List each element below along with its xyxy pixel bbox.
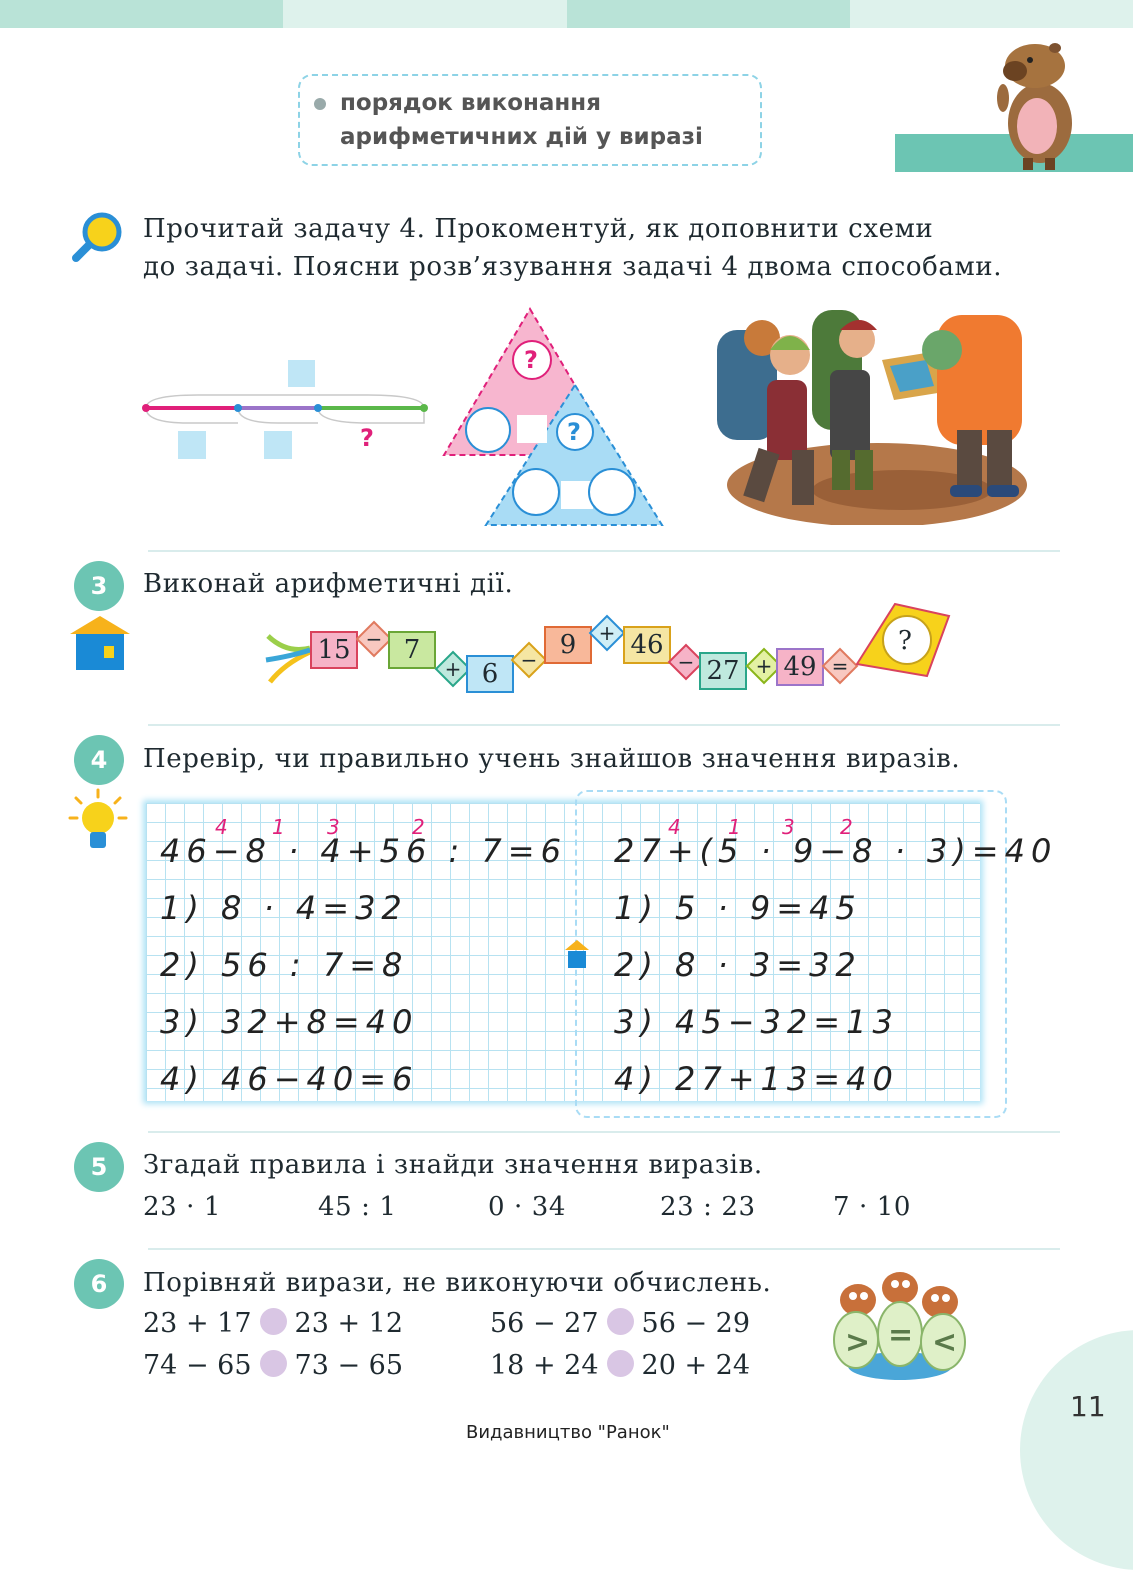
compare-row-1-right xyxy=(490,1308,750,1339)
chain-number-27: 27 xyxy=(699,652,747,690)
chain-op-2-label: + xyxy=(444,657,462,681)
chain-number-49: 49 xyxy=(776,648,824,686)
triangle-schemes xyxy=(440,305,670,530)
task-5-expr-5: 7 · 10 xyxy=(833,1192,912,1222)
sign-equal: = xyxy=(888,1318,914,1353)
chain-number-46: 46 xyxy=(623,626,671,664)
scheme-question-mark: ? xyxy=(360,424,374,452)
right-order-3: 3 xyxy=(782,815,795,839)
left-order-3: 3 xyxy=(327,815,340,839)
task-6-text: Порівняй вирази, не виконуючи обчислень. xyxy=(143,1268,772,1298)
task-5-text: Згадай правила і знайди значення виразів. xyxy=(143,1150,763,1180)
compare-row-1-left xyxy=(143,1308,403,1339)
sign-greater: > xyxy=(845,1325,871,1360)
compare-2-circle[interactable] xyxy=(607,1308,634,1335)
magnifier-icon xyxy=(68,210,124,266)
right-step-1: 1) 5 · 9=45 xyxy=(614,889,862,927)
chain-op-1-label: − xyxy=(365,627,383,651)
left-order-4: 2 xyxy=(412,815,425,839)
page-corner xyxy=(1020,1330,1133,1570)
chain-op-3 xyxy=(511,642,548,679)
chain-op-4 xyxy=(589,615,626,652)
chain-op-7-label: = xyxy=(831,654,849,678)
divider-4 xyxy=(148,1248,1060,1250)
right-expression: 27+(5 · 9−8 · 3)=40 xyxy=(614,832,1058,870)
kite-result-question: ? xyxy=(898,626,913,656)
triangle-question-1: ? xyxy=(524,346,538,374)
sign-less: < xyxy=(932,1325,958,1360)
page-number: 11 xyxy=(1070,1390,1106,1423)
intro-line-2: до задачі. Поясни розв’язування задачі 4 двома способами. xyxy=(143,252,1003,282)
topic-line-1: порядок виконання xyxy=(340,90,601,116)
compare-3-left-expr: 74 − 65 xyxy=(143,1350,252,1381)
chain-number-15: 15 xyxy=(310,631,358,669)
chain-op-5-label: − xyxy=(677,650,695,674)
chain-number-6: 6 xyxy=(466,655,514,693)
task-3-number: 3 xyxy=(74,561,124,611)
kite-tail xyxy=(262,626,312,686)
compare-row-2-left xyxy=(143,1350,403,1381)
house-small-icon xyxy=(563,938,591,970)
compare-1-left-expr: 23 + 17 xyxy=(143,1308,252,1339)
divider-2 xyxy=(148,724,1060,726)
task-5-number: 5 xyxy=(74,1142,124,1192)
hikers-illustration xyxy=(712,300,1027,525)
compare-4-left-expr: 18 + 24 xyxy=(490,1350,599,1381)
chain-op-6-label: + xyxy=(755,654,773,678)
task-4-number: 4 xyxy=(74,735,124,785)
task-4-text: Перевір, чи правильно учень знайшов значення виразів. xyxy=(143,744,961,774)
segment-scheme xyxy=(138,355,438,465)
chain-op-3-label: − xyxy=(520,648,538,672)
capybara-illustration xyxy=(995,38,1085,173)
left-step-3: 3) 32+8=40 xyxy=(160,1003,419,1041)
chain-op-4-label: + xyxy=(598,621,616,645)
task-5-expr-4: 23 : 23 xyxy=(660,1192,756,1222)
right-step-3: 3) 45−32=13 xyxy=(614,1003,899,1041)
divider-3 xyxy=(148,1131,1060,1133)
top-color-bar xyxy=(0,0,1133,28)
triangle-question-2: ? xyxy=(567,418,581,446)
compare-3-right-expr: 73 − 65 xyxy=(294,1350,404,1381)
bullet-dot xyxy=(314,98,326,110)
compare-4-right-expr: 20 + 24 xyxy=(641,1350,751,1381)
topic-line-2: арифметичних дій у виразі xyxy=(340,124,703,150)
compare-2-right-expr: 56 − 29 xyxy=(641,1308,751,1339)
house-icon xyxy=(68,614,132,672)
divider-1 xyxy=(148,550,1060,552)
task-5-expr-3: 0 · 34 xyxy=(488,1192,567,1222)
task-6-number: 6 xyxy=(74,1259,124,1309)
compare-row-2-right xyxy=(490,1350,750,1381)
left-step-1: 1) 8 · 4=32 xyxy=(160,889,408,927)
intro-line-1: Прочитай задачу 4. Прокоментуй, як доповнити схеми xyxy=(143,214,934,244)
right-order-4: 2 xyxy=(840,815,853,839)
right-step-2: 2) 8 · 3=32 xyxy=(614,946,862,984)
right-order-2: 1 xyxy=(728,815,741,839)
right-order-1: 4 xyxy=(668,815,681,839)
left-step-2: 2) 56 : 7=8 xyxy=(160,946,409,984)
compare-2-left-expr: 56 − 27 xyxy=(490,1308,599,1339)
compare-3-circle[interactable] xyxy=(260,1350,287,1377)
left-expression: 46−8 · 4+56 : 7=6 xyxy=(160,832,567,870)
task-5-expr-1: 23 · 1 xyxy=(143,1192,222,1222)
compare-1-circle[interactable] xyxy=(260,1308,287,1335)
chain-number-9: 9 xyxy=(544,626,592,664)
publisher-footer: Видавництво "Ранок" xyxy=(466,1422,670,1443)
left-step-4: 4) 46−40=6 xyxy=(160,1060,419,1098)
chain-number-7: 7 xyxy=(388,631,436,669)
right-step-4: 4) 27+13=40 xyxy=(614,1060,899,1098)
compare-1-right-expr: 23 + 12 xyxy=(294,1308,404,1339)
lightbulb-icon xyxy=(68,788,128,856)
left-order-1: 4 xyxy=(215,815,228,839)
left-order-2: 1 xyxy=(272,815,285,839)
topic-box xyxy=(298,74,762,166)
task-5-expr-2: 45 : 1 xyxy=(318,1192,397,1222)
compare-4-circle[interactable] xyxy=(607,1350,634,1377)
task-3-text: Виконай арифметичні дії. xyxy=(143,569,514,599)
chain-op-1 xyxy=(356,621,393,658)
